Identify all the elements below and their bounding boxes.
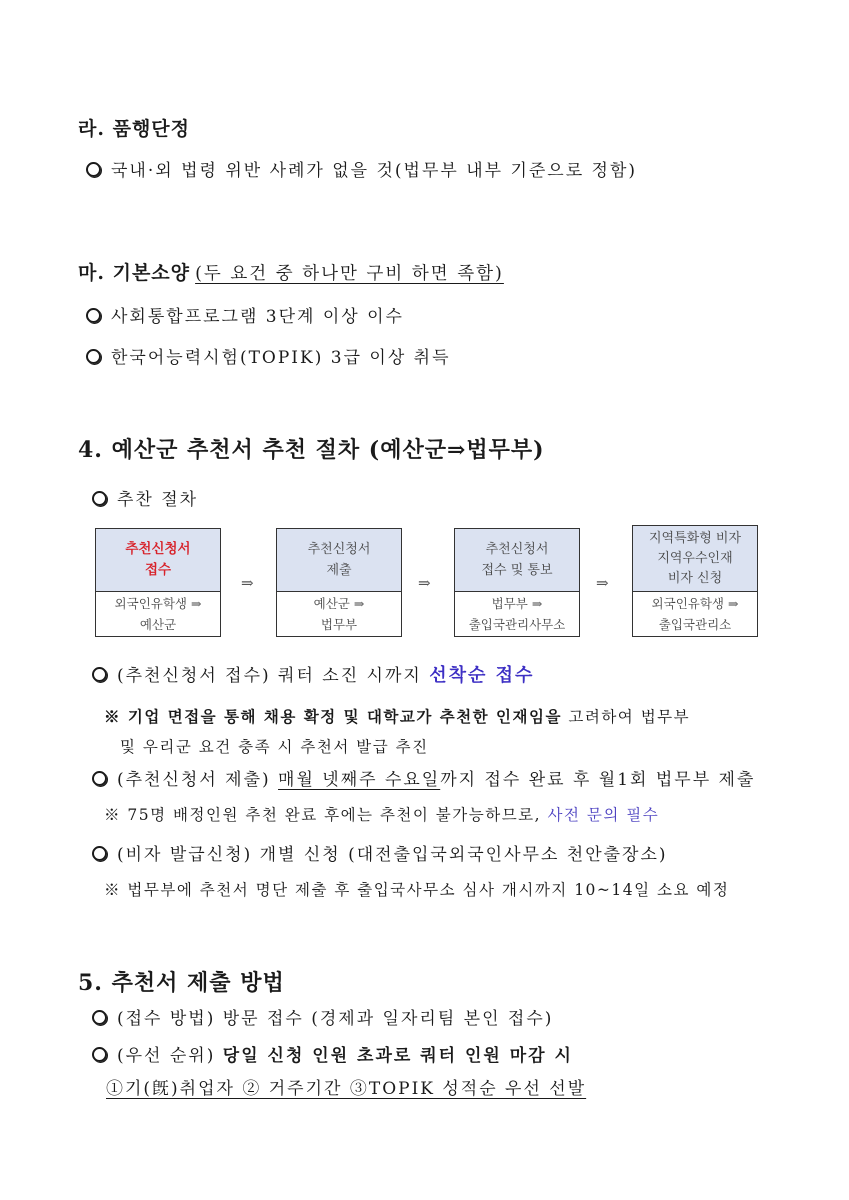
list-item: 한국어능력시험(TOPIK) 3급 이상 취득 [86,343,451,368]
list-item: (우선 순위) 당일 신청 인원 초과로 쿼터 인원 마감 시 [92,1041,573,1066]
circle-bullet-icon [92,846,107,861]
circle-bullet-icon [92,1010,107,1025]
flow-step-1: 추천신청서 접수 외국인유학생 ⇒ 예산군 [95,528,221,637]
circle-bullet-icon [92,771,107,786]
section-ma-heading: 마. 기본소양 (두 요건 중 하나만 구비 하면 족함) [78,262,504,284]
section-ra-heading: 라. 품행단정 [78,118,190,140]
circle-bullet-icon [92,491,107,506]
emphasis-text: 선착순 접수 [429,665,535,686]
section-4-heading: 4. 예산군 추천서 추천 절차 (예산군⇒법무부) [78,437,545,463]
list-item: (추천신청서 제출) 매월 넷째주 수요일까지 접수 완료 후 월1회 법무부 제출 [92,765,755,790]
emphasis-text: 사전 문의 필수 [547,806,660,824]
list-item: 국내·외 법령 위반 사례가 없을 것(법무부 내부 기준으로 정함) [86,156,637,181]
flow-step-2: 추천신청서 제출 예산군 ⇒ 법무부 [276,528,402,637]
list-item: (비자 발급신청) 개별 신청 (대전출입국외국인사무소 천안출장소) [92,840,668,865]
heading-note: (두 요건 중 하나만 구비 하면 족함) [195,264,504,284]
arrow-icon: ⇒ [241,574,254,592]
list-item: (추천신청서 접수) 쿼터 소진 시까지 선착순 접수 [92,661,534,687]
note-text: ※ 75명 배정인원 추천 완료 후에는 추천이 불가능하므로, 사전 문의 필수 [104,806,660,824]
circle-bullet-icon [92,667,107,682]
flow-label: 추찬 절차 [92,485,198,510]
list-item: 사회통합프로그램 3단계 이상 이수 [86,302,404,327]
section-5-heading: 5. 추천서 제출 방법 [78,970,285,996]
flow-step-4: 지역특화형 비자 지역우수인재 비자 신청 외국인유학생 ⇒ 출입국관리소 [632,525,758,637]
flow-step-3: 추천신청서 접수 및 통보 법무부 ⇒ 출입국관리사무소 [454,528,580,637]
circle-bullet-icon [86,349,101,364]
priority-order: ①기(旣)취업자 ② 거주기간 ③TOPIK 성적순 우선 선발 [106,1079,587,1099]
arrow-icon: ⇒ [418,574,431,592]
circle-bullet-icon [86,308,101,323]
circle-bullet-icon [86,162,101,177]
note-text: ※ 법무부에 추천서 명단 제출 후 출입국사무소 심사 개시까지 10~14일 소요 예정 [104,881,730,899]
circle-bullet-icon [92,1047,107,1062]
note-text-line2: 및 우리군 요건 충족 시 추천서 발급 추진 [120,738,429,756]
note-text: ※ 기업 면접을 통해 채용 확정 및 대학교가 추천한 인재임을 고려하여 법무부 [104,707,691,726]
list-item: (접수 방법) 방문 접수 (경제과 일자리팀 본인 접수) [92,1004,553,1029]
arrow-icon: ⇒ [596,574,609,592]
